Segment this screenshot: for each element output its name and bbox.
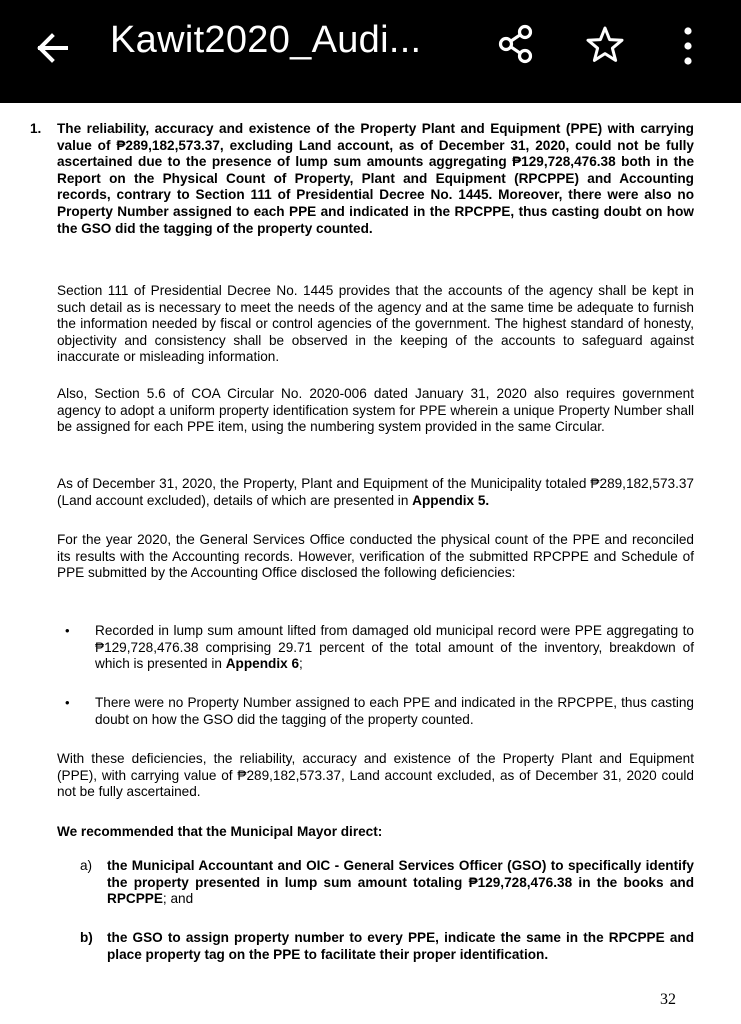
share-icon [494, 22, 538, 66]
document-page [0, 103, 741, 1024]
bullet-text-end: ; [299, 656, 303, 672]
star-outline-icon [584, 24, 626, 66]
bullet-marker: • [65, 623, 70, 638]
more-vertical-icon [676, 22, 700, 70]
recommendation-text-end: ; and [162, 891, 194, 907]
page-number: 32 [660, 991, 676, 1008]
arrow-left-icon [30, 26, 74, 70]
recommendation-letter: b) [80, 930, 93, 945]
recommendation-heading: We recommended that the Municipal Mayor direct: [57, 824, 383, 839]
bullet-text-body: There were no Property Number assigned to each PPE and indicated in the RPCPPE, thus casting doubt on how the GSO did the tagging of the property counted. [95, 695, 694, 727]
bullet-item [65, 695, 694, 728]
finding-number: 1. [30, 121, 42, 136]
bullet-item [65, 623, 694, 673]
audit-finding [30, 121, 694, 237]
bullet-text [95, 623, 694, 673]
bullet-text [95, 695, 694, 728]
recommendation-text [107, 858, 694, 908]
paragraph-section-111: Section 111 of Presidential Decree No. 1445 provides that the accounts of the agency shall be kept in such detail as is necessary to meet the needs of the agency and at the same time be adequate to furnish the information needed by fiscal or control agencies of the government. The highest standard of honesty, objectivity and consistency shall be observed in the keeping of the accounts to safeguard against inaccurate or misleading information. [57, 283, 694, 365]
paragraph-ppe-total [57, 476, 694, 509]
recommendation-letter: a) [80, 858, 93, 873]
appendix-6-reference: Appendix 6 [225, 656, 299, 672]
bullet-marker: • [65, 695, 70, 710]
paragraph-coa-circular: Also, Section 5.6 of COA Circular No. 2020-006 dated January 31, 2020 also requires government agency to adopt a uniform property identification system for PPE wherein a unique Property Number shall be assigned for each PPE item, using the numbering system provided in the same Circular. [57, 386, 694, 435]
appendix-5-reference: Appendix 5. [412, 492, 490, 508]
recommendation-item [80, 858, 694, 908]
more-options-button[interactable] [676, 22, 700, 70]
finding-text: The reliability, accuracy and existence of the Property Plant and Equipment (PPE) with carrying value of ₱289,182,573.37, excluding Land account, as of December 31, 2020, could not be fully ascertained due to the presence of lump sum amounts aggregating ₱129,728,476.38 both in the Report on the Physical Count of Property, Plant and Equipment (RPCPPE) and Accounting records, contrary to Section 111 of Presidential Decree No. 1445. Moreover, there were also no Property Number assigned to each PPE and indicated in the RPCPPE, thus casting doubt on how the GSO did the tagging of the property counted. [57, 121, 694, 236]
paragraph-conclusion: With these deficiencies, the reliability, accuracy and existence of the Property Plant and Equipment (PPE), with carrying value of ₱289,182,573.37, Land account excluded, as of December 31, 2020 could not be fully ascertained. [57, 751, 694, 800]
share-button[interactable] [494, 22, 538, 66]
recommendation-item [80, 930, 694, 963]
paragraph-physical-count: For the year 2020, the General Services Office conducted the physical count of the PPE and reconciled its results with the Accounting records. However, verification of the submitted RPCPPE and Schedule of PPE submitted by the Accounting Office disclosed the following deficiencies: [57, 532, 694, 581]
app-bar [0, 0, 741, 103]
paragraph-ppe-total-text: As of December 31, 2020, the Property, Plant and Equipment of the Municipality totaled ₱289,182,573.37 (Land account excluded), details of which are presented in [57, 476, 694, 508]
recommendation-text-body: the Municipal Accountant and OIC - General Services Officer (GSO) to specifically identify the property presented in lump sum amount totaling ₱129,728,476.38 in the books and RPCPPE [107, 858, 694, 907]
document-title: Kawit2020_Audi... [110, 19, 422, 61]
recommendation-text: the GSO to assign property number to every PPE, indicate the same in the RPCPPE and place property tag on the PPE to facilitate their proper identification. [107, 930, 694, 962]
bookmark-star-button[interactable] [584, 24, 626, 66]
back-button[interactable] [30, 26, 74, 70]
bullet-text-body: Recorded in lump sum amount lifted from damaged old municipal record were PPE aggregating to ₱129,728,476.38 comprising 29.71 percent of the total amount of the inventory, breakdown of which is presented in [95, 623, 694, 672]
